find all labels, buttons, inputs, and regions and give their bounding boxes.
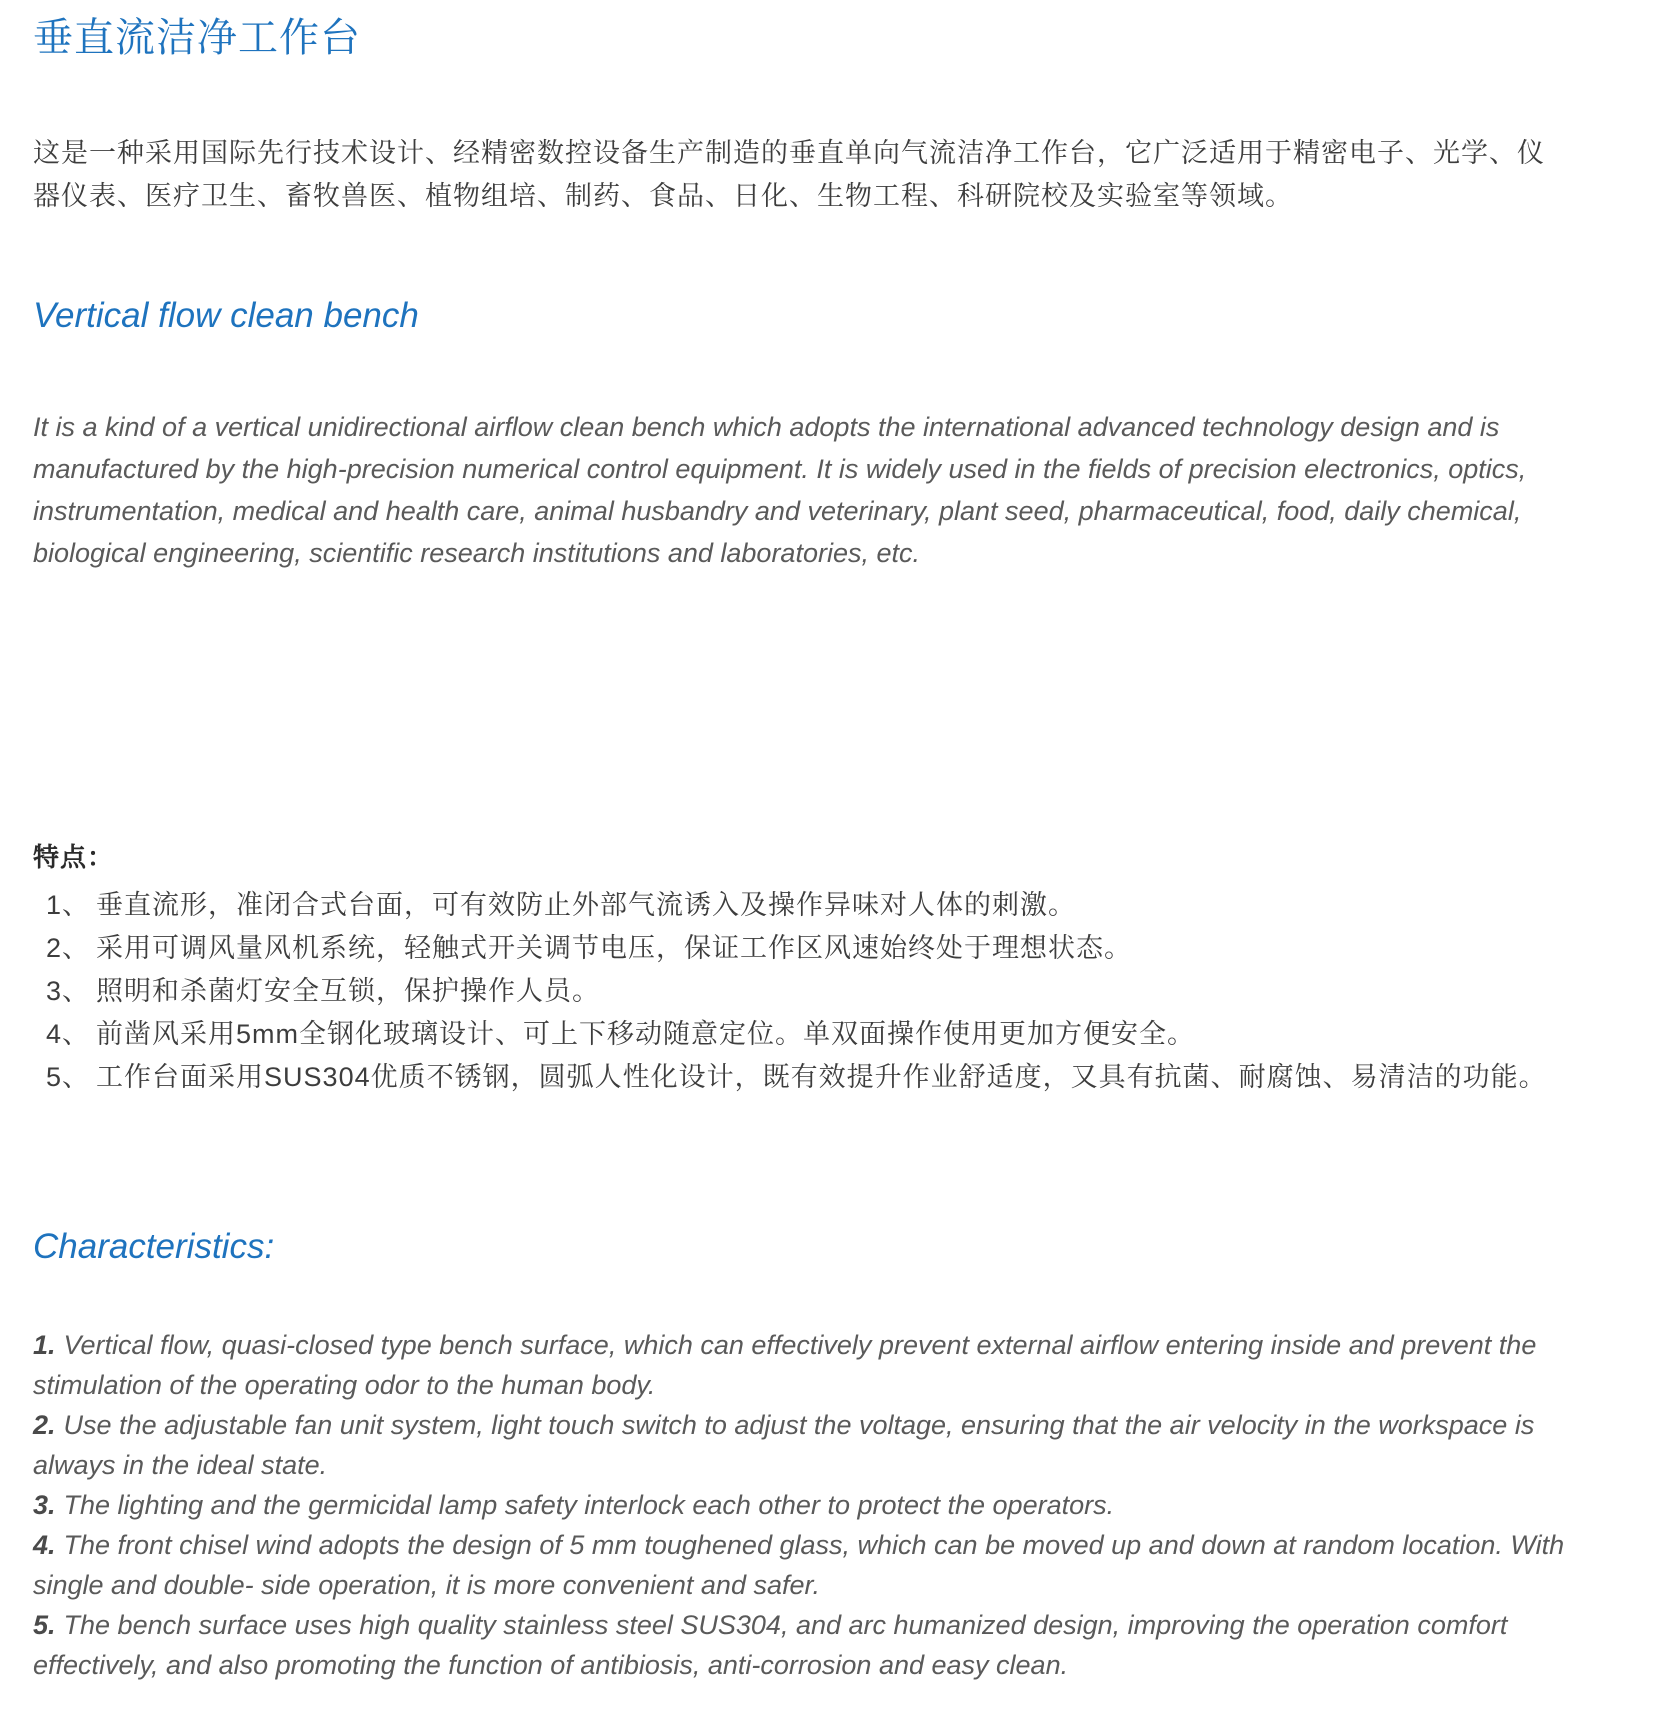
characteristic-item [33,1405,1565,1485]
characteristic-item [33,1525,1565,1605]
characteristic-number: 2. [33,1410,56,1440]
features-heading: 特点： [33,842,115,872]
feature-number: 3、 [46,976,91,1006]
characteristic-text: The lighting and the germicidal lamp safety interlock each other to protect the operators. [63,1490,1115,1520]
feature-item [46,1013,1565,1056]
characteristic-text: The front chisel wind adopts the design of 5 mm toughened glass, which can be moved up and down at random location. With single and double- side operation, it is more convenient and safer. [33,1530,1565,1600]
feature-text: 工作台面采用SUS304优质不锈钢，圆弧人性化设计，既有效提升作业舒适度，又具有抗菌、耐腐蚀、易清洁的功能。 [96,1062,1547,1092]
characteristic-number: 5. [33,1610,56,1640]
characteristic-number: 3. [33,1490,56,1520]
characteristic-text: Vertical flow, quasi-closed type bench surface, which can effectively prevent external airflow entering inside and prevent the stimulation of the operating odor to the human body. [33,1330,1537,1400]
feature-item [46,884,1565,927]
intro-paragraph-zh: 这是一种采用国际先行技术设计、经精密数控设备生产制造的垂直单向气流洁净工作台，它广泛适用于精密电子、光学、仪器仪表、医疗卫生、畜牧兽医、植物组培、制药、食品、日化、生物工程、科研院校及实验室等领域。 [33,138,1545,211]
characteristic-number: 1. [33,1330,56,1360]
characteristic-text: Use the adjustable fan unit system, light touch switch to adjust the voltage, ensuring that the air velocity in the workspace is always in the ideal state. [33,1410,1535,1480]
feature-number: 2、 [46,933,91,963]
page-title-en: Vertical flow clean bench [33,296,419,335]
page-title-zh: 垂直流洁净工作台 [33,16,361,60]
characteristic-item [33,1605,1565,1685]
feature-number: 5、 [46,1062,91,1092]
characteristics-heading: Characteristics: [33,1227,275,1266]
characteristics-list [33,1325,1565,1685]
features-section [33,840,1565,1099]
feature-number: 4、 [46,1019,91,1049]
characteristic-item [33,1485,1565,1525]
feature-text: 前凿风采用5mm全钢化玻璃设计、可上下移动随意定位。单双面操作使用更加方便安全。 [96,1019,1196,1049]
feature-item [46,1056,1565,1099]
features-list [33,884,1565,1099]
feature-item [46,927,1565,970]
intro-paragraph-en: It is a kind of a vertical unidirectional airflow clean bench which adopts the international advanced technology design and is manufactured by the high-precision numerical control equipment. It is widely used in the fields of precision electronics, optics, instrumentation, medical and health care, animal husbandry and veterinary, plant seed, pharmaceutical, food, daily chemical, biological engineering, scientific research institutions and laboratories, etc. [33,412,1527,568]
feature-text: 照明和杀菌灯安全互锁，保护操作人员。 [96,976,601,1006]
feature-text: 垂直流形，准闭合式台面，可有效防止外部气流诱入及操作异味对人体的刺激。 [96,890,1077,920]
feature-number: 1、 [46,890,91,920]
feature-item [46,970,1565,1013]
characteristic-item [33,1325,1565,1405]
characteristic-text: The bench surface uses high quality stainless steel SUS304, and arc humanized design, improving the operation comfort effectively, and also promoting the function of antibiosis, anti-corrosion and easy clean. [33,1610,1508,1680]
characteristic-number: 4. [33,1530,56,1560]
feature-text: 采用可调风量风机系统，轻触式开关调节电压，保证工作区风速始终处于理想状态。 [96,933,1133,963]
